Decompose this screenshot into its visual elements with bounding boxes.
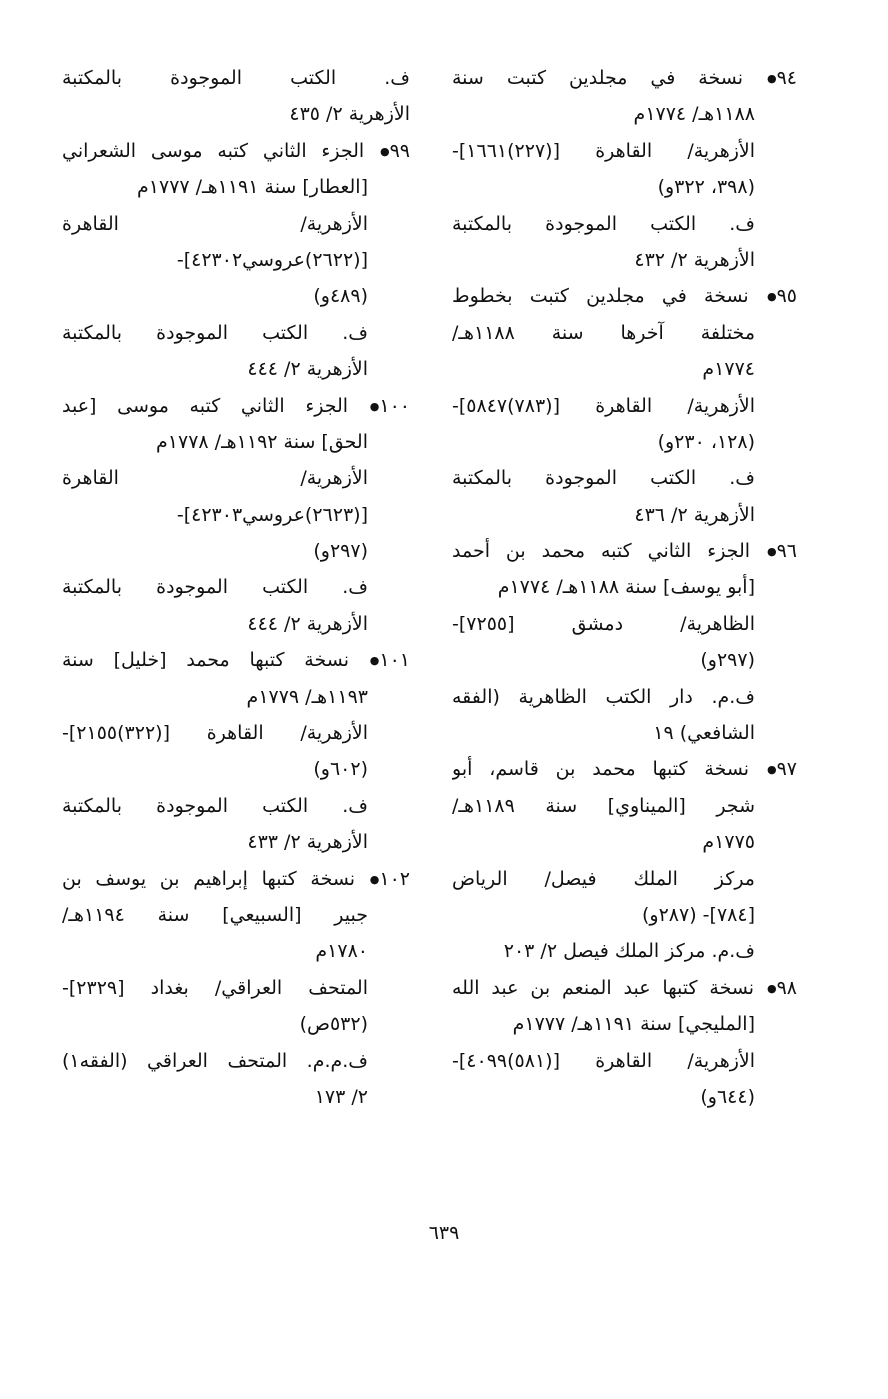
entry-line: الأزهرية/ القاهرة [(٢٢٧)١٦٦١]- bbox=[452, 139, 755, 162]
entry-line: ف. الكتب الموجودة بالمكتبة bbox=[452, 212, 755, 235]
bullet-icon: ● bbox=[766, 981, 777, 995]
entry-line: ١١٨٨هـ/ ١٧٧٤م bbox=[633, 103, 755, 126]
entry-line: ف. الكتب الموجودة بالمكتبة bbox=[62, 794, 368, 817]
entry-line: مركز الملك فيصل/ الرياض bbox=[452, 867, 755, 890]
entry-94 bbox=[452, 60, 797, 278]
bullet-icon: ● bbox=[766, 545, 777, 559]
entry-line: [(٢٦٢٢)عروسي٤٢٣٠٢]- bbox=[176, 248, 368, 271]
entry-line: (٣٩٨، ٣٢٢و) bbox=[657, 176, 755, 199]
entry-line: ٩٩● الجزء الثاني كتبه موسى الشعراني bbox=[62, 133, 410, 169]
page-number: ٦٣٩ bbox=[428, 1222, 460, 1244]
entry-line: الأزهرية ٢/ ٤٤٤ bbox=[247, 612, 368, 635]
entry-line: ٢/ ١٧٣ bbox=[314, 1085, 368, 1108]
entry-number: ٩٨ bbox=[776, 976, 797, 999]
entry-line: ف. الكتب الموجودة بالمكتبة bbox=[62, 321, 368, 344]
entry-line: ١٠٠● الجزء الثاني كتبه موسى [عبد bbox=[62, 388, 410, 424]
entry-line: الأزهرية ٢/ ٤٣٢ bbox=[634, 248, 755, 271]
entry-line: ١٧٧٤م bbox=[702, 358, 755, 381]
entry-line: (٢٩٧و) bbox=[313, 540, 368, 563]
entry-line: ٩٧● نسخة كتبها محمد بن قاسم، أبو bbox=[452, 751, 797, 787]
entry-line: ١٠١● نسخة كتبها محمد [خليل] سنة bbox=[62, 642, 410, 678]
entry-line: الأزهرية/ القاهرة [(٥٨١)٤٠٩٩]- bbox=[452, 1049, 755, 1072]
entry-line: شجر [الميناوي] سنة ١١٨٩هـ/ bbox=[452, 794, 755, 817]
entry-line: الأزهرية ٢/ ٤٣٦ bbox=[634, 503, 755, 526]
entry-line: ١١٩٣هـ/ ١٧٧٩م bbox=[246, 685, 368, 708]
entry-line: ١٠٢● نسخة كتبها إبراهيم بن يوسف بن bbox=[62, 861, 410, 897]
entry-line: الأزهرية/ القاهرة bbox=[62, 467, 368, 490]
entry-line: ٩٤● نسخة في مجلدين كتبت سنة bbox=[452, 60, 797, 96]
bullet-icon: ● bbox=[369, 399, 380, 413]
entry-line: الأزهرية ٢/ ٤٣٥ bbox=[289, 103, 410, 126]
entry-line: المتحف العراقي/ بغداد [٢٣٢٩]- bbox=[62, 976, 368, 999]
entry-line: ف.م. دار الكتب الظاهرية (الفقه bbox=[452, 685, 755, 708]
entry-line: الأزهرية ٢/ ٤٣٣ bbox=[247, 831, 368, 854]
entry-line: (٢٩٧و) bbox=[700, 649, 755, 672]
entry-line: ف. الكتب الموجودة بالمكتبة bbox=[62, 576, 368, 599]
entry-line: ١٧٨٠م bbox=[315, 940, 368, 963]
entry-line: (٦٠٢و) bbox=[313, 758, 368, 781]
entry-line: [(٢٦٢٣)عروسي٤٢٣٠٣]- bbox=[176, 503, 368, 526]
entry-line: جبير [السبيعي] سنة ١١٩٤هـ/ bbox=[62, 903, 368, 926]
bullet-icon: ● bbox=[369, 872, 380, 886]
entry-97 bbox=[452, 751, 797, 969]
entry-line: [العطار] سنة ١١٩١هـ/ ١٧٧٧م bbox=[137, 176, 368, 199]
entry-100 bbox=[62, 388, 410, 643]
entry-line: (٦٤٤و) bbox=[700, 1085, 755, 1108]
entry-96 bbox=[452, 533, 797, 751]
bullet-icon: ● bbox=[369, 654, 380, 668]
entry-line: ف.م. مركز الملك فيصل ٢/ ٢٠٣ bbox=[503, 940, 755, 963]
right-column bbox=[452, 60, 797, 1115]
entry-line: ١٧٧٥م bbox=[702, 831, 755, 854]
entry-number: ٩٥ bbox=[776, 285, 797, 308]
entry-number: ٩٦ bbox=[776, 540, 797, 563]
entry-102 bbox=[62, 861, 410, 1116]
entry-line: ٩٥● نسخة في مجلدين كتبت بخطوط bbox=[452, 278, 797, 314]
entry-number: ١٠١ bbox=[379, 649, 410, 672]
entry-line: [أبو يوسف] سنة ١١٨٨هـ/ ١٧٧٤م bbox=[497, 576, 755, 599]
entry-line: مختلفة آخرها سنة ١١٨٨هـ/ bbox=[452, 321, 755, 344]
entry-line: [المليجي] سنة ١١٩١هـ/ ١٧٧٧م bbox=[512, 1013, 755, 1036]
entry-number: ٩٧ bbox=[776, 758, 797, 781]
entry-line: [٧٨٤]- (٢٨٧و) bbox=[642, 903, 755, 926]
entry-line: ٩٦● الجزء الثاني كتبه محمد بن أحمد bbox=[452, 533, 797, 569]
entry-line: (١٢٨، ٢٣٠و) bbox=[657, 430, 755, 453]
entry-98 bbox=[452, 970, 797, 1116]
entry-line: (٤٨٩و) bbox=[313, 285, 368, 308]
entry-line: الظاهرية/ دمشق [٧٢٥٥]- bbox=[452, 612, 755, 635]
bullet-icon: ● bbox=[766, 763, 777, 777]
entry-line: الحق] سنة ١١٩٢هـ/ ١٧٧٨م bbox=[156, 430, 368, 453]
entry-number: ٩٤ bbox=[776, 67, 797, 89]
bullet-icon: ● bbox=[766, 290, 777, 304]
entry-line: الأزهرية/ القاهرة [(٣٢٢)٢١٥٥]- bbox=[62, 722, 368, 745]
entry-line: ف. الكتب الموجودة بالمكتبة bbox=[62, 67, 410, 89]
entry-99 bbox=[62, 133, 410, 388]
entry-line: الأزهرية/ القاهرة [(٧٨٣)٥٨٤٧]- bbox=[452, 394, 755, 417]
entry-number: ١٠٠ bbox=[379, 394, 410, 417]
entry-line: الشافعي) ١٩ bbox=[653, 722, 755, 745]
entry-number: ١٠٢ bbox=[379, 867, 410, 890]
bullet-icon: ● bbox=[379, 144, 390, 158]
entry-continued bbox=[62, 60, 410, 133]
entry-line: (٥٣٢ص) bbox=[299, 1013, 368, 1036]
entry-95 bbox=[452, 278, 797, 533]
entry-line: ف.م.م. المتحف العراقي (الفقه١) bbox=[62, 1049, 368, 1072]
entry-line: ف. الكتب الموجودة بالمكتبة bbox=[452, 467, 755, 490]
entry-101 bbox=[62, 642, 410, 860]
entry-line: الأزهرية/ القاهرة bbox=[62, 212, 368, 235]
entry-line: ٩٨● نسخة كتبها عبد المنعم بن عبد الله bbox=[452, 970, 797, 1006]
entry-number: ٩٩ bbox=[389, 139, 410, 162]
entry-line: الأزهرية ٢/ ٤٤٤ bbox=[247, 358, 368, 381]
bullet-icon: ● bbox=[766, 72, 777, 85]
left-column bbox=[62, 60, 410, 1115]
